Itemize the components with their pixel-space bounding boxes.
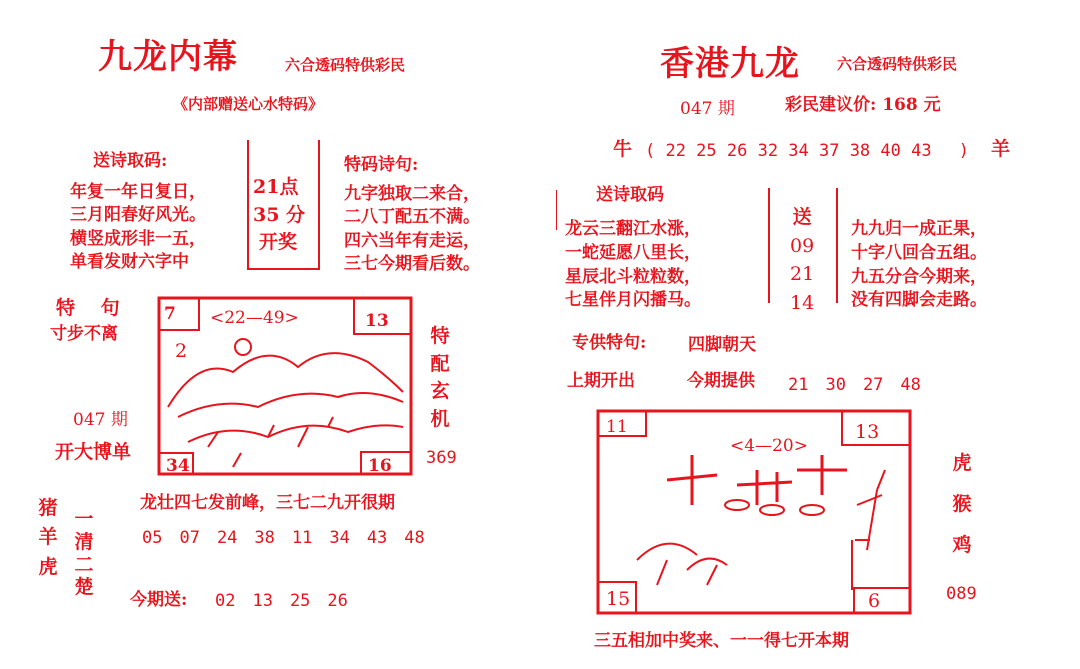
draw-time: [253, 174, 305, 257]
zodiac-char: 虎: [38, 555, 58, 578]
time-box-bottom-border: [247, 268, 320, 270]
box-corner-tl: 7: [164, 304, 176, 324]
send-box-right-border: [836, 188, 838, 303]
poem-line: 九九归一成正果，: [851, 219, 987, 239]
zodiac-column: [36, 494, 60, 582]
last-label: 上期开出: [567, 371, 635, 391]
poem-line: 九字独取二来合，: [344, 184, 480, 204]
right-side-number: 089: [946, 584, 977, 604]
send-value: 09: [790, 234, 815, 257]
box-extra: 2: [175, 340, 188, 362]
right-send-column: [790, 203, 814, 317]
left-title: 九龙内幕: [98, 37, 238, 77]
zodiac-char: 虎: [952, 452, 972, 474]
send-value: 21: [790, 263, 815, 285]
bet-text: 开大博单: [55, 441, 132, 463]
poem-line: 横竖成形非一五，: [70, 228, 206, 249]
special-label: 专供特句:: [572, 333, 647, 353]
box-note: <22—49>: [210, 308, 299, 328]
poem-line: 龙云三翻江水涨，: [565, 219, 701, 239]
poem-line: 三月阳春好风光。: [70, 205, 206, 226]
side-char: 机: [430, 407, 450, 430]
right-issue: 047 期: [680, 99, 735, 119]
box-corner-tr: 13: [365, 311, 389, 331]
side-char: 特: [430, 325, 450, 347]
right-numbers-row: ( 22 25 26 32 34 37 38 40 43 ): [645, 141, 970, 161]
price-label: 彩民建议价: 168 元: [785, 95, 941, 115]
right-poem: [565, 218, 701, 313]
time-box-left-border: [247, 140, 249, 270]
special-phrase-label: 特 句: [56, 297, 120, 319]
code-poem: [344, 183, 480, 277]
yang-label: 羊: [991, 138, 1011, 160]
time-line: 开奖: [259, 231, 298, 254]
poem-line: 单看发财六字中: [70, 252, 189, 273]
side-char: 玄: [430, 380, 450, 403]
right-poem-heading: 送诗取码: [596, 185, 664, 205]
left-side-number: 369: [426, 448, 457, 468]
right-box-corner-tr: 13: [855, 421, 880, 443]
send-value: 送: [792, 206, 812, 228]
right-tagline: 六合透码特供彩民: [837, 55, 958, 73]
right-zodiac-column: [950, 443, 974, 566]
side-vertical-text: [428, 323, 452, 433]
right-box-corner-tl: 11: [606, 417, 628, 437]
provide-label: 今期提供: [687, 371, 755, 391]
left-tagline: 六合透码特供彩民: [285, 56, 406, 74]
special-phrase-text: 寸步不离: [50, 324, 118, 344]
send-numbers: 02 13 25 26: [215, 591, 348, 611]
send-box-left-border: [768, 188, 770, 303]
send-value: 14: [790, 291, 815, 314]
zodiac-char: 羊: [38, 526, 58, 549]
right-box-note: <4—20>: [730, 436, 808, 456]
send-label: 今期送:: [130, 590, 188, 610]
side-char: 配: [430, 352, 450, 375]
right-poem-2: [851, 218, 987, 313]
time-box-right-border: [318, 140, 320, 270]
poem-line: 二八丁配五不满。: [344, 207, 480, 228]
poem-line: 没有四脚会走路。: [851, 290, 987, 311]
box-corner-bl: 34: [166, 456, 190, 476]
code-poem-heading: 特码诗句:: [344, 155, 419, 175]
zodiac-char: 鸡: [952, 533, 972, 556]
special-text: 四脚朝天: [688, 335, 756, 355]
left-verse: 龙壮四七发前峰，三七二九开很期: [140, 493, 395, 513]
poem-line: 星辰北斗粒粒数，: [565, 266, 701, 287]
zodiac-word: 一: [74, 508, 94, 530]
zodiac-words-column: [72, 508, 96, 599]
time-line: 35 分: [253, 203, 306, 226]
right-box-corner-br: 6: [868, 590, 881, 612]
right-bottom-verse: 三五相加中奖来、一一得七开本期: [594, 631, 849, 651]
left-period: 047 期: [73, 410, 128, 430]
poem-line: 一蛇延愿八里长，: [565, 242, 701, 263]
zodiac-char: 猪: [38, 497, 58, 519]
poem-line: 年复一年日复日，: [70, 182, 206, 202]
niu-label: 牛: [613, 138, 633, 160]
center-mark: [556, 190, 557, 230]
left-poem-heading: 送诗取码:: [93, 151, 168, 171]
zodiac-char: 猴: [952, 492, 972, 515]
poem-line: 三七今期看后数。: [344, 254, 480, 275]
poem-line: 四六当年有走运，: [344, 230, 480, 251]
left-numbers: 05 07 24 38 11 34 43 48: [142, 528, 425, 548]
zodiac-word: 楚: [74, 576, 94, 599]
right-title: 香港九龙: [660, 44, 800, 84]
zodiac-word: 二: [74, 553, 94, 576]
poem-line: 七星伴月闪播马。: [565, 290, 701, 311]
box-corner-br: 16: [368, 456, 392, 476]
provide-numbers: 21 30 27 48: [788, 375, 921, 395]
poem-line: 九五分合今期来，: [851, 266, 987, 287]
left-subtitle: 《内部赠送心水特码》: [173, 95, 324, 113]
zodiac-word: 清: [74, 530, 94, 553]
time-line: 21点: [253, 176, 299, 198]
left-poem: [70, 181, 206, 275]
right-box-corner-bl: 15: [606, 588, 631, 610]
poem-line: 十字八回合五组。: [851, 242, 987, 263]
